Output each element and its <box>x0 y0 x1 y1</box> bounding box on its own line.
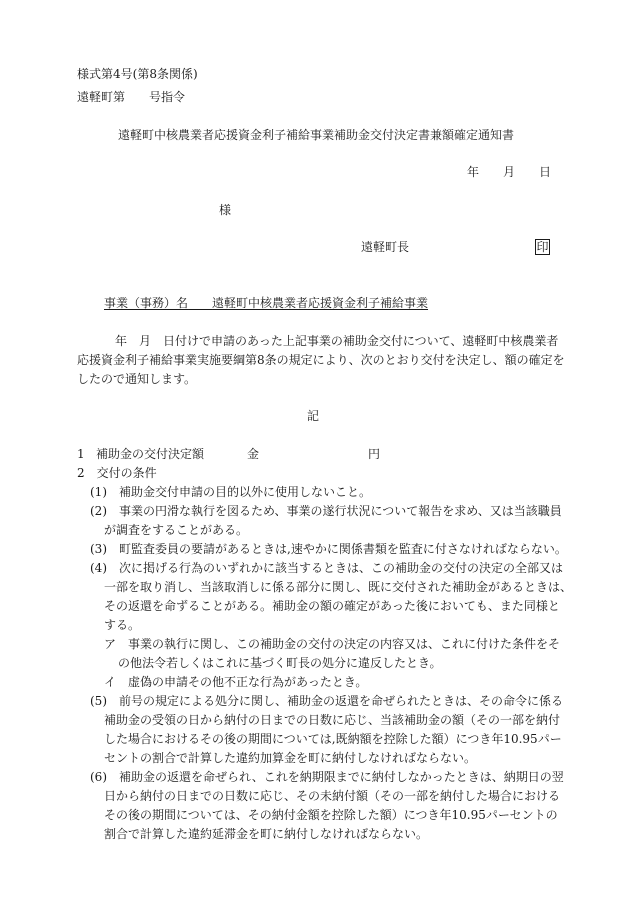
seal-mark <box>535 239 550 255</box>
condition-4-line-3: その返還を命ずることがある。補助金の額の確定があった後においても、また同様と <box>104 599 560 613</box>
document-title: 遠軽町中核農業者応援資金利子補給事業補助金交付決定書兼額確定通知書 <box>118 128 515 142</box>
intro-line-3: したので通知します。 <box>77 372 197 386</box>
condition-2-line-2: が調査をすることがある。 <box>104 523 249 537</box>
section2-heading: 2 交付の条件 <box>77 466 157 480</box>
condition-4-line-2: 一部を取り消し、当該取消しに係る部分に関し、既に交付された補助金があるときは、 <box>104 580 573 594</box>
intro-line-2: 応援資金利子補給事業実施要綱第8条の規定により、次のとおり交付を決定し、額の確定を <box>77 353 565 367</box>
intro-line-1: 年 月 日付けで申請のあった上記事業の補助金交付について、遠軽町中核農業者 <box>115 334 559 348</box>
condition-3: (3) 町監査委員の要請があるときは,速やかに関係書類を監査に付さなければならない。 <box>90 542 567 556</box>
form-number: 様式第4号(第8条関係) <box>77 67 198 81</box>
condition-4a-line-1: ア 事業の執行に関し、この補助金の交付の決定の内容又は、これに付けた条件をそ <box>104 637 561 651</box>
section1-currency-unit: 円 <box>368 447 381 461</box>
issuer-title: 遠軽町長 <box>361 240 410 254</box>
project-label: 事業（事務）名 <box>104 296 189 310</box>
reference-number: 遠軽町第 号指令 <box>77 90 186 104</box>
addressee-suffix: 様 <box>219 203 232 217</box>
ki-heading: 記 <box>307 409 320 423</box>
condition-1: (1) 補助金交付申請の目的以外に使用しないこと。 <box>90 485 372 499</box>
section1-number: 1 <box>77 447 85 461</box>
condition-5-line-3: した場合におけるその後の期間については,既納額を控除した額）につき年10.95パー <box>104 732 562 746</box>
project-name-line <box>104 297 428 309</box>
condition-5-line-4: セントの割合で計算した違約加算金を町に納付しなければならない。 <box>104 751 477 765</box>
condition-4-line-4: する。 <box>104 618 141 632</box>
condition-6-line-2: 日から納付の日までの日数に応じ、その未納付額（その一部を納付した場合における <box>104 789 561 803</box>
condition-6-line-1: (6) 補助金の返還を命ぜられ、これを納期限までに納付しなかったときは、納期日の翌 <box>90 770 564 784</box>
condition-2-line-1: (2) 事業の円滑な執行を図るため、事業の遂行状況について報告を求め、又は当該職員 <box>90 504 562 518</box>
condition-4a-line-2: の他法令若しくはこれに基づく町長の処分に違反したとき。 <box>118 656 442 670</box>
condition-5-line-1: (5) 前号の規定による処分に関し、補助金の返還を命ぜられたときは、その命令に係る <box>90 694 564 708</box>
date-line: 年 月 日 <box>467 165 552 179</box>
seal-text: 印 <box>536 240 549 254</box>
condition-5-line-2: 補助金の受領の日から納付の日までの日数に応じ、当該補助金の額（その一部を納付 <box>104 713 561 727</box>
condition-4b: イ 虚偽の申請その他不正な行為があったとき。 <box>104 675 368 689</box>
section1-currency-prefix: 金 <box>247 447 260 461</box>
section1-label: 補助金の交付決定額 <box>96 447 205 461</box>
condition-6-line-4: 割合で計算した違約延滞金を町に納付しなければならない。 <box>104 827 429 841</box>
condition-4-line-1: (4) 次に掲げる行為のいずれかに該当するときは、この補助金の交付の決定の全部又は <box>90 561 564 575</box>
project-name: 遠軽町中核農業者応援資金利子補給事業 <box>212 296 429 310</box>
condition-6-line-3: その後の期間については、その納付金額を控除した額）につき年10.95パーセントの <box>104 808 558 822</box>
